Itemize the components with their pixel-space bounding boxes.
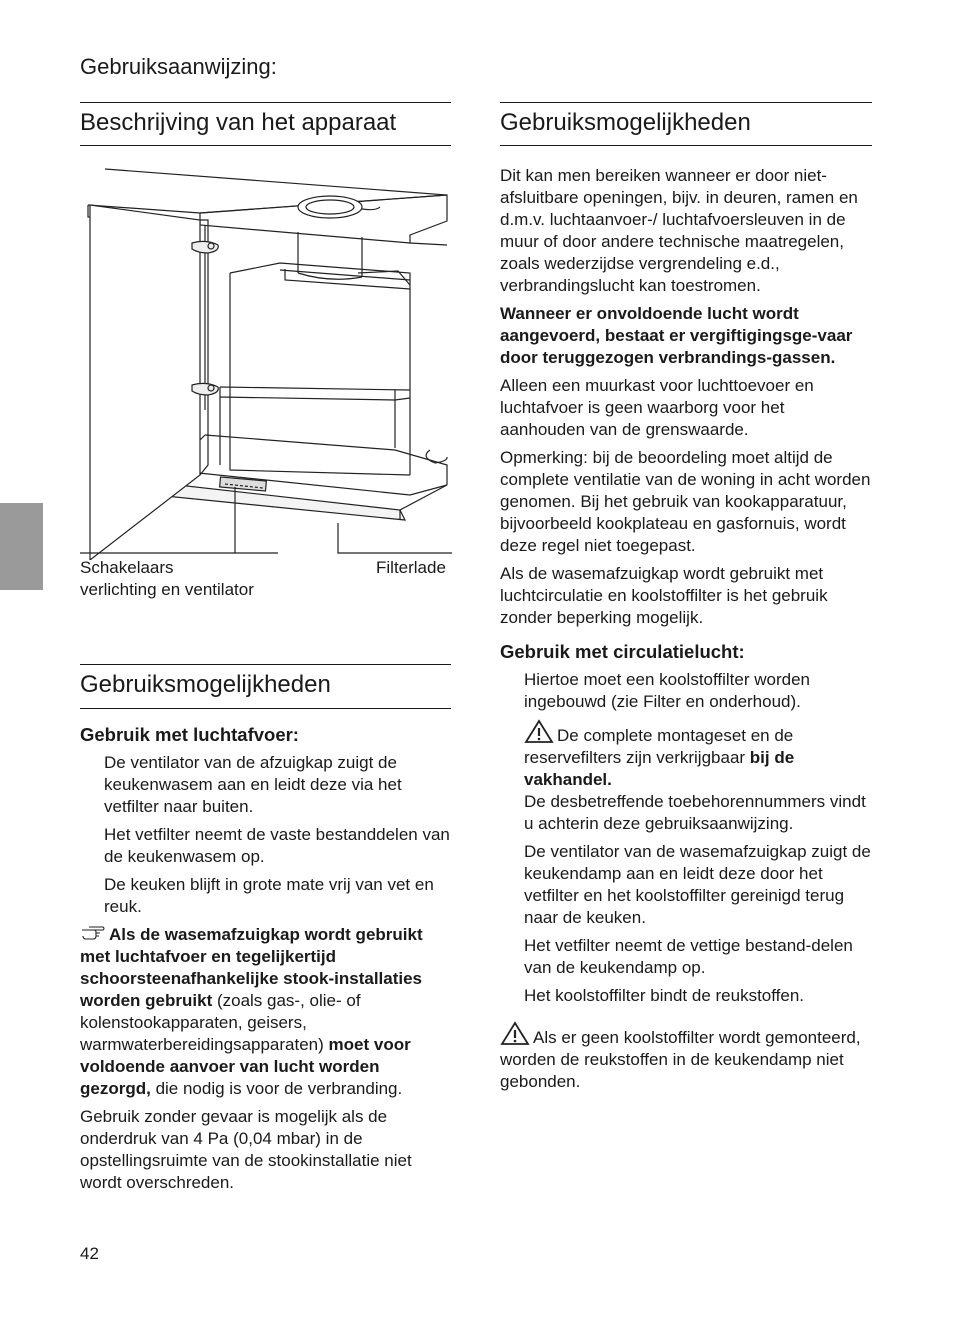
- chapter-tab: [0, 503, 43, 590]
- note-bold-2: moet voor voldoende aanvoer van lucht worden gezorgd,: [80, 1035, 411, 1098]
- divider: [80, 145, 451, 146]
- note-normal-1: (zoals gas-, olie- of kolenstookapparaten, geisers, warmwaterbereidingsapparaten): [80, 991, 361, 1054]
- paragraph: Opmerking: bij de beoordeling moet altijd de complete ventilatie van de woning in acht worden genomen. Bij het gebruik van kookapparatuur, bijvoorbeeld kookplateau en gasfornuis, wordt deze regel niet toegepast.: [500, 448, 871, 555]
- figure-label-switches-line2: verlichting en ventilator: [80, 580, 254, 599]
- list-item: Het vetfilter neemt de vaste bestanddelen van de keukenwasem op.: [104, 825, 450, 866]
- right-usage-content: [500, 165, 872, 1099]
- page-title: Gebruiksaanwijzing:: [80, 54, 277, 79]
- montage-bold: bij de vakhandel.: [524, 748, 795, 789]
- list-item: De ventilator van de afzuigkap zuigt de keukenwasem aan en leidt deze via het vetfilter naar buiten.: [104, 753, 402, 816]
- warning-paragraph-bold: Wanneer er onvoldoende lucht wordt aangevoerd, bestaat er vergiftigingsge-vaar door teruggezogen verbrandings-gassen.: [500, 304, 853, 367]
- subheading-circulation: Gebruik met circulatielucht:: [500, 641, 745, 662]
- list-item-montage: [524, 719, 872, 835]
- section-title-description: Beschrijving van het apparaat: [80, 109, 397, 136]
- paragraph: Als de wasemafzuigkap wordt gebruikt met luchtcirculatie en koolstoffilter is het gebruik zonder beperking mogelijk.: [500, 564, 828, 627]
- note-bold-1: Als de wasemafzuigkap wordt gebruikt met luchtafvoer en tegelijkertijd schoorsteenafhankelijke stook-installaties worden gebruikt: [80, 925, 423, 1010]
- montage-text: De complete montageset en de reservefilters zijn verkrijgbaar: [524, 726, 794, 767]
- note-normal-2: die nodig is voor de verbranding.: [150, 1079, 403, 1098]
- range-hood-illustration: [80, 165, 452, 560]
- list-item: Het vetfilter neemt de vettige bestand-delen van de keukendamp op.: [524, 936, 853, 977]
- warning-paragraph: [500, 1021, 872, 1093]
- paragraph: Alleen een muurkast voor luchttoevoer en luchtafvoer is geen waarborg voor het aanhouden van de grenswaarde.: [500, 376, 814, 439]
- left-usage-content: [80, 724, 452, 1200]
- list-item: De ventilator van de wasemafzuigkap zuigt de keukendamp aan en leidt deze door het vetfilter en het koolstoffilter gereinigd terug naar de keuken.: [524, 842, 871, 927]
- figure-label-filter: Filterlade: [376, 558, 446, 577]
- closing-paragraph: Gebruik zonder gevaar is mogelijk als de onderdruk van 4 Pa (0,04 mbar) in de opstellingsruimte van de stookinstallatie niet wordt overschreden.: [80, 1107, 412, 1192]
- warning-icon: [500, 1021, 530, 1046]
- figure-label-switches: [80, 557, 254, 601]
- section-title-usage-right: Gebruiksmogelijkheden: [500, 109, 751, 136]
- divider: [500, 145, 872, 146]
- paragraph: Dit kan men bereiken wanneer er door niet-afsluitbare openingen, bijv. in deuren, ramen en d.m.v. luchtaanvoer-/ luchtafvoersleuven in de muur of door andere technische maatregelen, zoals wederzijdse vergrendeling e.d., verbrandingslucht kan toestromen.: [500, 166, 858, 295]
- divider: [80, 102, 451, 103]
- subheading-exhaust: Gebruik met luchtafvoer:: [80, 724, 299, 745]
- page-number: 42: [80, 1244, 99, 1263]
- accessory-text: De desbetreffende toebehorennummers vindt u achterin deze gebruiksaanwijzing.: [524, 792, 866, 833]
- divider: [80, 664, 451, 665]
- pointing-hand-icon: [80, 925, 106, 941]
- list-item: Hiertoe moet een koolstoffilter worden ingebouwd (zie Filter en onderhoud).: [524, 670, 811, 711]
- warning-text: Als er geen koolstoffilter wordt gemonteerd, worden de reukstoffen in de keukendamp niet gebonden.: [500, 1028, 861, 1091]
- note-paragraph: [80, 924, 452, 1100]
- list-item: Het koolstoffilter bindt de reukstoffen.: [524, 986, 805, 1005]
- figure-label-switches-line1: Schakelaars: [80, 558, 174, 577]
- section-title-usage: Gebruiksmogelijkheden: [80, 671, 331, 698]
- warning-icon: [524, 719, 554, 744]
- divider: [500, 102, 872, 103]
- divider: [80, 708, 451, 709]
- list-item: De keuken blijft in grote mate vrij van vet en reuk.: [104, 875, 434, 916]
